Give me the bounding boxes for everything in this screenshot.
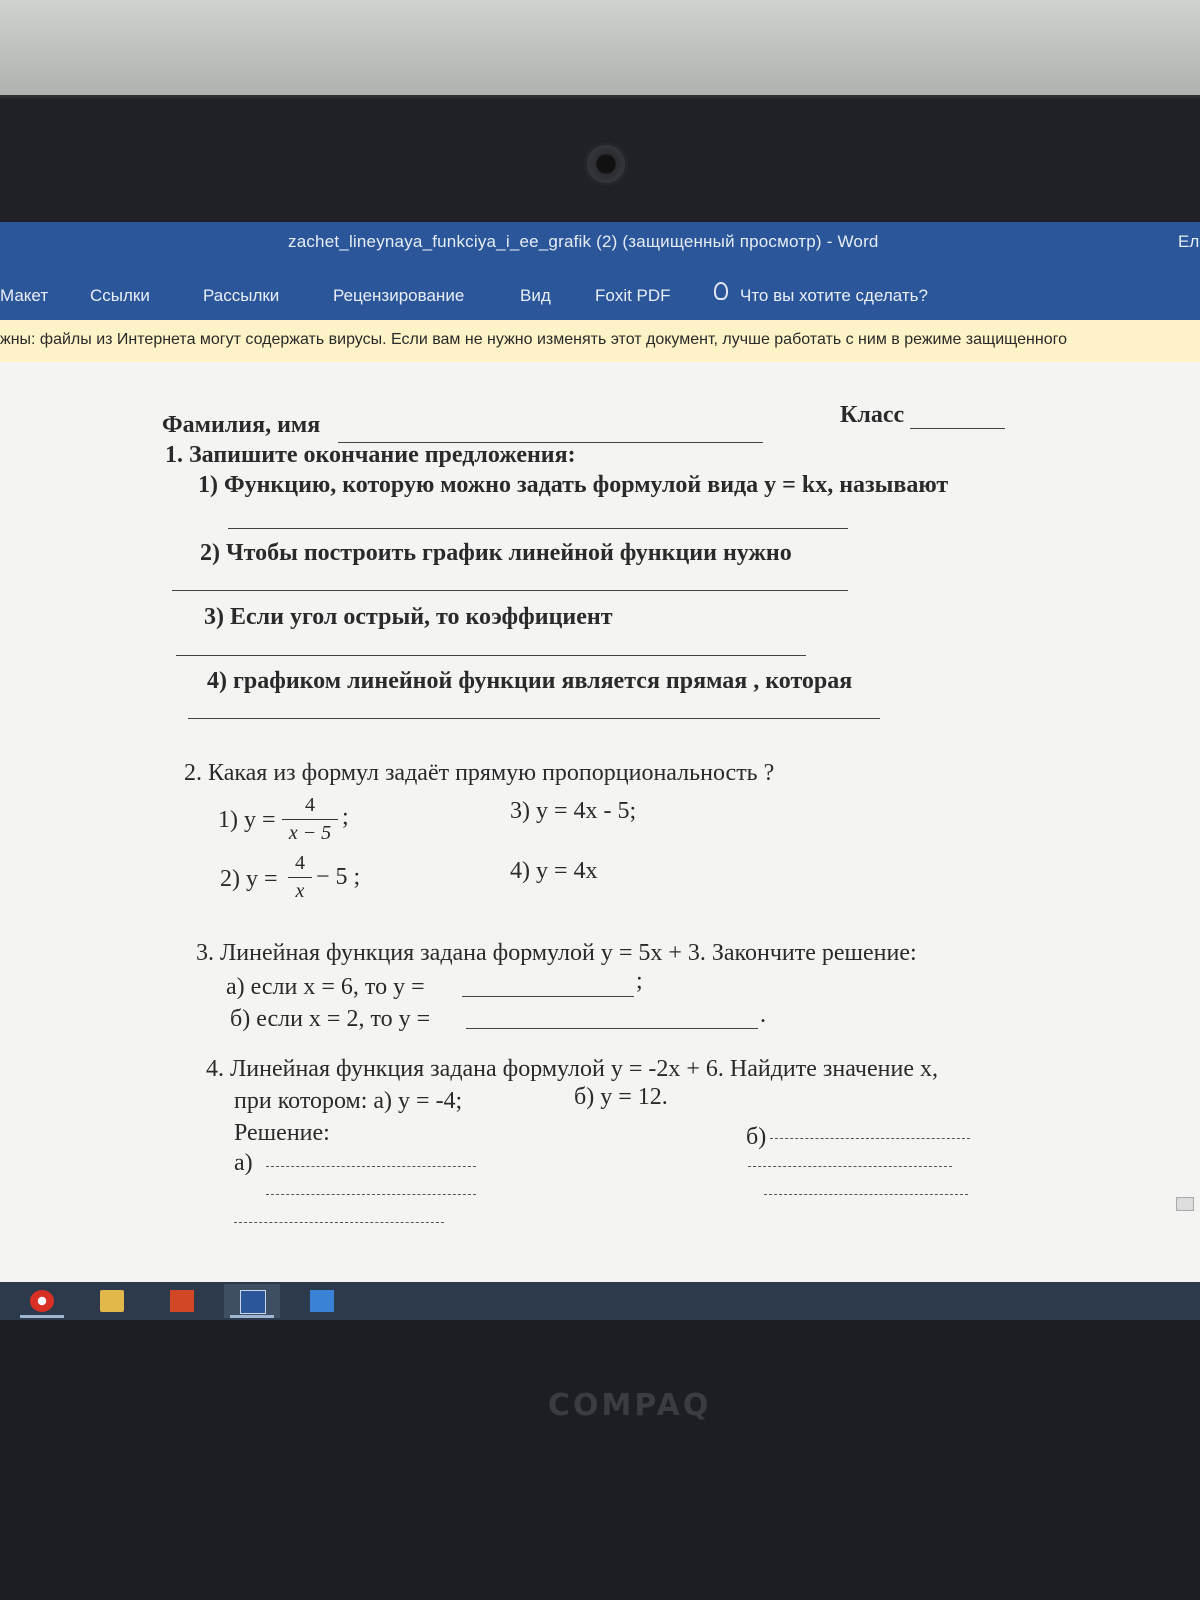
q3-title: 3. Линейная функция задана формулой y = 5x + 3. Закончите решение:	[196, 940, 917, 966]
taskbar	[0, 1282, 1200, 1320]
tab-foxit-pdf[interactable]: Foxit PDF	[595, 286, 671, 305]
running-indicator	[20, 1315, 64, 1318]
fraction-bar	[288, 877, 312, 878]
ribbon-tabs	[0, 270, 1200, 320]
laptop-bottom-bezel	[0, 1320, 1200, 1600]
q4-answer-b-line-1	[770, 1138, 970, 1139]
q2-option-1-prefix: 1) y =	[218, 807, 276, 833]
taskbar-powerpoint[interactable]	[154, 1284, 210, 1318]
q4-answer-a-label: а)	[234, 1150, 253, 1176]
screen	[0, 222, 1200, 1320]
word-icon	[240, 1290, 266, 1314]
q2-option-2-prefix: 2) y =	[220, 866, 278, 892]
tab-review[interactable]: Рецензирование	[333, 286, 465, 305]
mail-icon	[310, 1290, 334, 1312]
protected-view-message: жны: файлы из Интернета могут содержать вирусы. Если вам не нужно изменять этот документ, лучше работать с ним в режиме защищенного	[0, 331, 1067, 348]
fraction-denominator: x − 5	[288, 822, 332, 844]
q2-option-2-fraction	[288, 852, 312, 903]
taskbar-mail[interactable]	[294, 1284, 350, 1318]
q1-item-1: 1) Функцию, которую можно задать формулой вида y = kx, называют	[198, 472, 949, 498]
webcam-icon	[584, 142, 628, 186]
background-wall	[0, 0, 1200, 110]
fraction-bar	[282, 819, 338, 820]
q2-option-1-suffix: ;	[342, 804, 349, 830]
q3-part-b: б) если x = 2, то y =	[230, 1006, 431, 1032]
q4-solution-label: Решение:	[234, 1120, 330, 1146]
tab-mailings[interactable]: Рассылки	[203, 286, 280, 305]
class-blank	[910, 428, 1005, 429]
q2-option-2-suffix: − 5 ;	[316, 864, 361, 890]
tell-me-search[interactable]: Что вы хотите сделать?	[740, 286, 928, 305]
fraction-numerator: 4	[295, 852, 305, 874]
tab-layout[interactable]: Макет	[0, 286, 49, 305]
q4-answer-b-line-2	[748, 1166, 952, 1167]
protected-view-bar	[0, 320, 1200, 363]
q2-option-4: 4) y = 4x	[510, 858, 598, 884]
fraction-denominator: x	[295, 880, 305, 902]
class-label: Класс	[840, 402, 905, 428]
taskbar-file-explorer[interactable]	[84, 1284, 140, 1318]
q4-answer-a-line-2	[266, 1194, 476, 1195]
powerpoint-icon	[170, 1290, 194, 1312]
q4-condition-a: при котором: а) y = -4;	[234, 1088, 463, 1114]
q1-item-2: 2) Чтобы построить график линейной функции нужно	[200, 540, 792, 566]
q1-blank-4	[188, 718, 880, 719]
q4-condition-b: б) y = 12.	[574, 1084, 668, 1110]
taskbar-chrome[interactable]	[14, 1284, 70, 1318]
name-label: Фамилия, имя	[162, 412, 321, 438]
q2-option-1-fraction	[282, 794, 338, 845]
tab-references[interactable]: Ссылки	[90, 286, 150, 305]
scroll-marker-icon[interactable]	[1176, 1197, 1194, 1211]
chrome-icon	[30, 1290, 54, 1312]
tab-view[interactable]: Вид	[520, 286, 551, 305]
q4-title: 4. Линейная функция задана формулой y = -2x + 6. Найдите значение x,	[206, 1056, 938, 1082]
q4-answer-a-line-3	[234, 1222, 444, 1223]
laptop-brand-logo: COMPAQ	[548, 1388, 712, 1423]
lightbulb-icon[interactable]	[714, 282, 728, 300]
running-indicator	[230, 1315, 274, 1318]
q4-answer-a-line-1	[266, 1166, 476, 1167]
q3-part-a: а) если x = 6, то y =	[226, 974, 425, 1000]
fraction-numerator: 4	[305, 794, 315, 816]
q1-item-4: 4) графиком линейной функции является прямая , которая	[207, 668, 853, 694]
title-bar[interactable]	[0, 222, 1200, 270]
q1-blank-1	[228, 528, 848, 529]
taskbar-word[interactable]	[224, 1284, 280, 1318]
q1-blank-2	[172, 590, 848, 591]
user-initials[interactable]: Ел	[1178, 232, 1200, 251]
q3-blank-b	[466, 1028, 758, 1029]
q1-title: 1. Запишите окончание предложения:	[165, 442, 576, 468]
q2-title: 2. Какая из формул задаёт прямую пропорциональность ?	[184, 760, 775, 786]
q3-semicolon: ;	[636, 968, 643, 994]
file-explorer-icon	[100, 1290, 124, 1312]
q1-blank-3	[176, 655, 806, 656]
document-page[interactable]	[0, 362, 1200, 1282]
q2-option-3: 3) y = 4x - 5;	[510, 798, 637, 824]
q4-answer-b-line-3	[764, 1194, 968, 1195]
q3-blank-a	[462, 996, 634, 997]
q4-answer-b-label: б)	[746, 1124, 767, 1150]
q3-period: .	[760, 1002, 766, 1028]
window-title: zachet_lineynaya_funkciya_i_ee_grafik (2) (защищенный просмотр) - Word	[288, 232, 879, 251]
q1-item-3: 3) Если угол острый, то коэффициент	[204, 604, 613, 630]
